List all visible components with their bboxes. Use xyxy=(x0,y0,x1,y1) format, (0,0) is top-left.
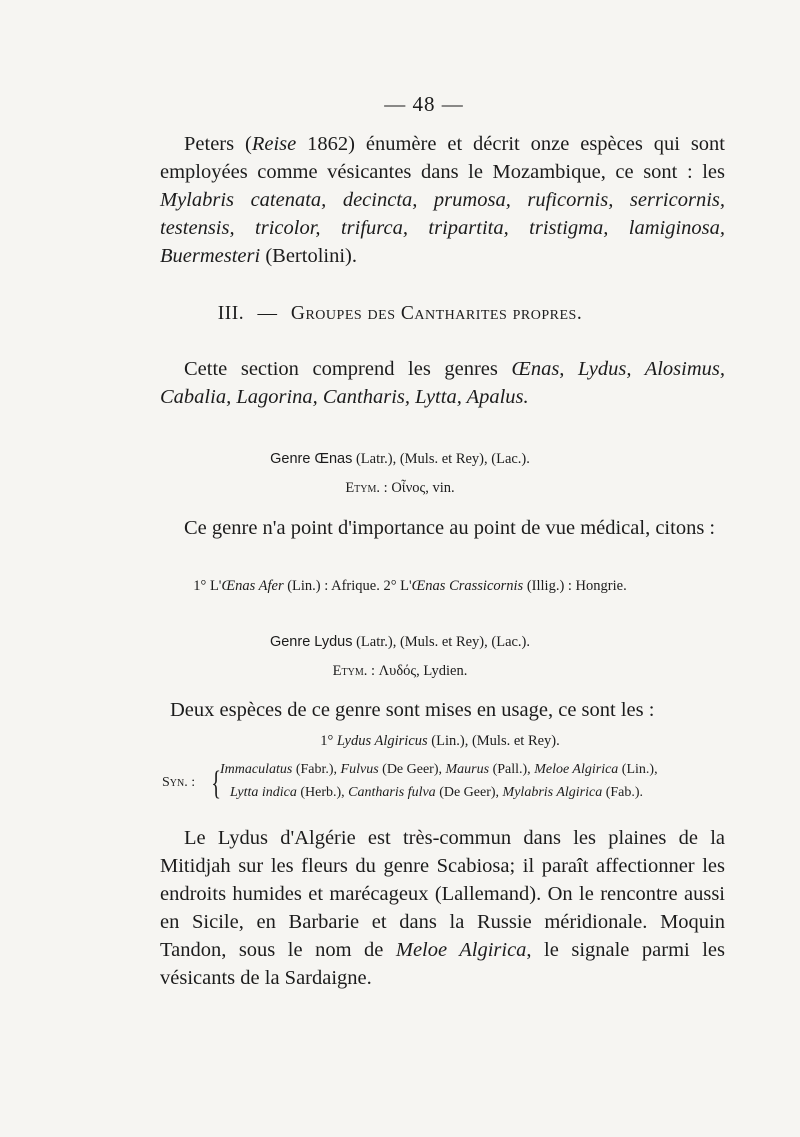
synonym-author: (De Geer), xyxy=(435,785,503,800)
page-number: — 48 — xyxy=(384,92,464,116)
paragraph-lydus: Deux espèces de ce genre sont mises en usage, ce sont les : xyxy=(170,699,655,721)
synonym-author: (Pall.), xyxy=(489,762,535,777)
paragraph-peters: Peters (Reise 1862) énumère et décrit onze espèces qui sont employées comme vésicantes dans le Mozambique, ce sont : les Mylabris catenata, decincta, prumosa, ruficornis, serricornis, testensis, tricolor, trifurca, tripartita, tristigma, lamiginosa, Buermesteri (Bertolini). xyxy=(160,133,725,267)
mylabris-species-list: Mylabris catenata, decincta, prumosa, ruficornis, serricornis, testensis, tricolor, trifurca, tripartita, tristigma, lamiginosa, Buermesteri xyxy=(160,189,725,267)
etymology-lydus: Etym. : Λυδός, Lydien. xyxy=(332,663,468,679)
paragraph-oenas: Ce genre n'a point d'importance au point de vue médical, citons : xyxy=(184,517,716,539)
synonym-author: (Herb.), xyxy=(296,785,349,800)
lydus-species-line: 1° Lydus Algiricus (Lin.), (Muls. et Rey). xyxy=(320,733,560,749)
synonym-author: (Fab.). xyxy=(602,785,644,800)
synonyms-line-2 xyxy=(230,785,643,801)
etymology-oenas: Etym. : Οἶνος, vin. xyxy=(345,480,455,496)
genre-lydus-heading: Genre Lydus (Latr.), (Muls. et Rey), (Lac.). xyxy=(269,634,531,650)
synonyms-block xyxy=(160,760,760,812)
synonym-name: Mylabris Algirica xyxy=(502,785,603,800)
synonym-name: Cantharis fulva xyxy=(348,785,436,800)
synonym-author: (Fabr.), xyxy=(292,762,341,777)
oenas-species-line: 1° L'Œnas Afer (Lin.) : Afrique. 2° L'Œnas Crassicornis (Illig.) : Hongrie. xyxy=(193,578,627,594)
paragraph-genera: Cette section comprend les genres Œnas, Lydus, Alosimus, Cabalia, Lagorina, Cantharis, Lytta, Apalus. xyxy=(160,358,725,408)
synonym-author: (Lin.), xyxy=(618,762,658,777)
genre-oenas-heading: Genre Œnas (Latr.), (Muls. et Rey), (Lac.). xyxy=(270,451,530,467)
synonym-name: Meloe Algirica xyxy=(534,762,619,777)
paragraph-lydus-algerie: Le Lydus d'Algérie est très-commun dans les plaines de la Mitidjah sur les fleurs du genre Scabiosa; il paraît affectionner les endroits humides et marécageux (Lallemand). On le rencontre aussi en Sicile, en Barbarie et dans la Russie méridionale. Moquin Tandon, sous le nom de Meloe Algirica, le signale parmi les vésicants de la Sardaigne. xyxy=(160,827,726,989)
synonym-name: Immaculatus xyxy=(220,762,293,777)
brace-symbol: { xyxy=(211,765,222,802)
synonym-name: Lytta indica xyxy=(230,785,297,800)
synonyms-label: Syn. : xyxy=(162,775,196,790)
synonym-name: Fulvus xyxy=(340,762,379,777)
synonym-author: (De Geer), xyxy=(378,762,446,777)
synonym-name: Maurus xyxy=(445,762,490,777)
synonyms-line-1 xyxy=(220,762,658,778)
section-heading: III. — Groupes des Cantharites propres. xyxy=(217,303,583,324)
